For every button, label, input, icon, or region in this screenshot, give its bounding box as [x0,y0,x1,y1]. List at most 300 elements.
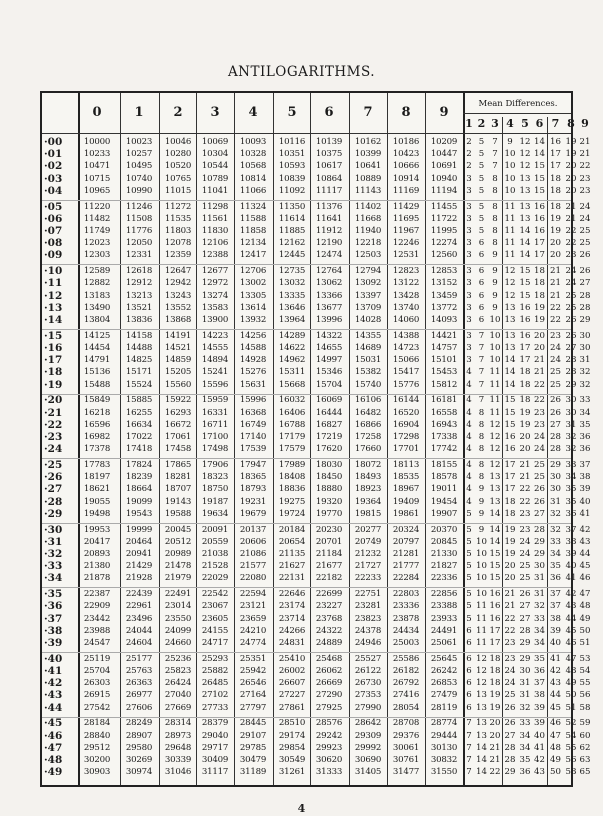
mean-difference-cell: 22 [565,238,577,249]
table-cell: 30339 [164,755,192,765]
table-cell: 11376 [315,201,343,212]
table-cell: 27733 [201,702,229,713]
column-header: 0 [92,105,102,120]
table-cell: 16982 [83,432,111,442]
mean-difference-cell: 20 [519,444,531,455]
mean-difference-cell: 16 [534,213,545,224]
table-cell: 11041 [201,185,229,196]
table-cell: 21627 [278,561,306,572]
table-cell: 13062 [315,278,343,289]
mean-difference-cell: 20 [519,432,531,442]
mean-difference-cell: 28 [550,444,561,455]
table-cell: 26002 [278,666,306,676]
mean-difference-cell: 36 [550,573,561,584]
mean-difference-cell: 28 [504,755,516,765]
table-cell: 10023 [125,137,153,147]
row-label: ·31 [44,535,63,548]
row-label: ·08 [44,237,63,250]
mean-difference-cell: 5 [478,173,485,184]
table-cell: 18967 [392,484,420,495]
mean-difference-cell: 5 [466,508,472,519]
mean-difference-cell: 21 [519,460,531,470]
table-cell: 13092 [354,278,382,289]
mean-difference-cell: 17 [534,238,545,249]
mean-difference-cell: 21 [565,213,577,224]
table-cell: 12134 [239,238,267,249]
mean-difference-cell: 13 [504,302,516,313]
mean-difference-cell: 4 [466,484,472,495]
table-cell: 15922 [164,395,192,406]
mean-difference-cell: 12 [504,278,516,289]
row-label: ·34 [44,572,63,585]
table-cell: 22029 [201,573,229,584]
mean-difference-cell: 5 [478,201,485,212]
mean-difference-cell: 13 [489,472,501,483]
mean-difference-cell: 18 [504,496,516,507]
table-cell: 10471 [83,161,111,172]
table-cell: 11614 [278,213,306,224]
mean-difference-cell: 5 [478,226,485,236]
table-cell: 29854 [278,742,306,753]
mean-difference-cell: 42 [579,524,591,535]
mean-difference-cell: 11 [504,238,516,249]
table-cell: 20606 [239,536,267,547]
mean-difference-cell: 50 [565,690,577,701]
mean-difference-cell: 2 [466,161,472,172]
mean-difference-cell: 35 [550,561,561,572]
mean-difference-cell: 14 [519,250,531,261]
mean-difference-cell: 11 [489,395,501,406]
mean-difference-cell: 13 [519,185,531,196]
table-cell: 30479 [239,755,267,765]
row-label: ·27 [44,483,63,496]
table-cell: 30690 [354,755,382,765]
table-cell: 13213 [125,290,153,301]
table-cell: 18578 [430,472,458,483]
mean-difference-cell: 31 [519,690,531,701]
md-column-header: 2 [477,117,486,130]
table-cell: 28708 [392,718,420,729]
table-cell: 16482 [354,407,382,418]
table-cell: 12677 [201,266,229,277]
table-cell: 12023 [83,238,111,249]
mean-difference-cell: 20 [565,173,577,184]
column-header: 5 [287,105,297,120]
table-cell: 16106 [354,395,382,406]
mean-difference-cell: 27 [519,601,531,612]
table-cell: 12882 [83,278,111,289]
header-rule [42,133,571,134]
table-cell: 27669 [164,702,192,713]
table-cell: 11641 [315,213,343,224]
table-cell: 10423 [392,149,420,160]
table-cell: 20230 [315,524,343,535]
mean-difference-cell: 44 [565,613,577,624]
mean-difference-cell: 19 [565,137,577,147]
table-cell: 13335 [278,290,306,301]
mean-difference-cell: 14 [489,524,501,535]
mean-difference-cell: 7 [492,149,498,160]
table-cell: 30409 [201,755,229,765]
row-label: ·36 [44,600,63,613]
mean-difference-cell: 20 [550,250,561,261]
table-cell: 14158 [125,330,153,341]
table-cell: 17989 [278,460,306,470]
table-cell: 20277 [354,524,382,535]
mean-difference-cell: 12 [519,161,531,172]
table-cell: 13397 [354,290,382,301]
mean-difference-cell: 4 [466,407,472,418]
row-label: ·33 [44,560,63,573]
mean-difference-cell: 5 [466,524,472,535]
table-cell: 22131 [278,573,306,584]
mean-difference-cell: 22 [550,302,561,313]
table-cell: 14388 [392,330,420,341]
table-cell: 29040 [201,730,229,741]
mean-difference-cell: 7 [466,767,472,778]
table-cell: 16558 [430,407,458,418]
table-cell: 22387 [83,589,111,600]
table-cell: 11169 [392,185,420,196]
table-cell: 27164 [239,690,267,701]
mean-difference-cell: 39 [534,718,545,729]
table-cell: 10789 [201,173,229,184]
mean-difference-cell: 13 [489,484,501,495]
mean-difference-cell: 65 [579,767,591,778]
mean-difference-cell: 8 [492,213,498,224]
mean-difference-cell: 11 [504,213,516,224]
table-cell: 23336 [392,601,420,612]
mean-difference-cell: 8 [478,419,485,430]
mean-difference-cell: 21 [550,290,561,301]
table-cell: 18621 [83,484,111,495]
mean-difference-cell: 24 [565,266,577,277]
mean-difference-cell: 8 [492,173,498,184]
table-cell: 14928 [239,355,267,366]
row-label: ·39 [44,637,63,649]
mean-difference-cell: 10 [476,573,487,584]
mean-difference-cell: 5 [466,549,472,559]
table-cell: 26792 [392,678,420,689]
table-cell: 12735 [278,266,306,277]
table-cell: 24547 [83,638,111,648]
table-cell: 23174 [278,601,306,612]
mean-difference-cell: 15 [489,549,501,559]
row-label: ·01 [44,148,63,161]
table-cell: 18155 [430,460,458,470]
mean-difference-cell: 14 [534,149,545,160]
table-cell: 28576 [315,718,343,729]
table-cell: 11695 [392,213,420,224]
table-cell: 10814 [239,173,267,184]
mean-difference-cell: 25 [550,379,561,390]
mean-difference-cell: 9 [492,250,498,261]
mean-difference-cell: 5 [466,601,472,612]
mean-difference-cell: 23 [534,419,545,430]
table-cell: 20512 [164,536,192,547]
mean-difference-cell: 12 [489,460,501,470]
mean-difference-cell: 9 [492,290,498,301]
table-cell: 14689 [354,343,382,353]
mean-difference-cell: 26 [579,250,591,261]
mean-difference-cell: 23 [579,185,591,196]
table-cell: 30061 [392,742,420,753]
table-cell: 27040 [164,690,192,701]
table-cell: 20045 [164,524,192,535]
row-label: ·25 [44,459,63,471]
mean-difference-cell: 38 [579,472,591,483]
mean-difference-cell: 9 [492,266,498,277]
mean-difference-cell: 51 [565,702,577,713]
mean-difference-cell: 24 [579,213,591,224]
mean-difference-cell: 22 [504,625,516,636]
table-cell: 12560 [430,250,458,261]
mean-difference-cell: 6 [466,678,472,689]
table-cell: 10889 [354,173,382,184]
mean-difference-cell: 42 [534,755,545,765]
table-cell: 15311 [278,367,306,378]
mean-difference-cell: 15 [534,185,545,196]
mean-difference-cell: 19 [534,302,545,313]
mean-difference-cell: 30 [550,484,561,495]
table-cell: 13583 [201,302,229,313]
table-cell: 23878 [392,613,420,624]
table-cell: 13614 [239,302,267,313]
table-cell: 31046 [164,767,192,778]
table-cell: 28379 [201,718,229,729]
table-cell: 13305 [239,290,267,301]
table-cell: 13709 [354,302,382,313]
table-cell: 15885 [125,395,153,406]
mean-difference-cell: 45 [565,625,577,636]
mean-difference-cell: 26 [565,315,577,325]
mean-difference-cell: 12 [519,137,531,147]
mean-difference-cell: 34 [519,730,531,741]
table-cell: 10209 [430,137,458,147]
mean-difference-cell: 38 [565,536,577,547]
table-cell: 22284 [392,573,420,584]
mean-difference-cell: 5 [478,149,485,160]
table-cell: 11912 [315,226,343,236]
mean-difference-cell: 10 [489,343,501,353]
mean-difference-cell: 7 [478,395,485,406]
table-cell: 24044 [125,625,153,636]
mean-difference-cell: 11 [504,201,516,212]
table-cell: 24266 [278,625,306,636]
mean-difference-cell: 33 [519,718,531,729]
row-label: ·38 [44,624,63,637]
row-label: ·47 [44,741,63,754]
table-cell: 25763 [125,666,153,676]
table-cell: 26242 [430,666,458,676]
mean-difference-cell: 36 [565,508,577,519]
mean-difference-cell: 13 [504,343,516,353]
mean-difference-cell: 24 [519,549,531,559]
mean-difference-cell: 21 [489,742,501,753]
mean-difference-cell: 38 [534,690,545,701]
table-cell: 19055 [83,496,111,507]
mean-difference-cell: 18 [519,367,531,378]
table-cell: 12647 [164,266,192,277]
mean-difference-cell: 49 [550,755,561,765]
mean-difference-cell: 31 [565,419,577,430]
table-cell: 26915 [83,690,111,701]
mean-difference-cell: 40 [565,561,577,572]
mean-difference-cell: 13 [519,213,531,224]
mean-difference-cell: 21 [579,149,591,160]
mean-difference-cell: 20 [550,238,561,249]
md-column-header: 1 [465,117,473,130]
table-cell: 14791 [83,355,111,366]
mean-difference-cell: 6 [478,238,485,249]
mean-difference-cell: 6 [466,666,472,676]
table-cell: 12531 [392,250,420,261]
table-cell: 26182 [392,666,420,676]
mean-difference-cell: 10 [476,536,487,547]
row-label: ·15 [44,329,63,342]
mean-difference-cell: 26 [550,395,561,406]
mean-difference-cell: 20 [504,573,516,584]
mean-difference-cell: 37 [550,601,561,612]
table-cell: 19770 [315,508,343,519]
table-cell: 16672 [164,419,192,430]
table-cell: 19999 [125,524,153,535]
md-header-rule [463,113,571,114]
table-cell: 23121 [239,601,267,612]
table-cell: 16634 [125,419,153,430]
mean-difference-cell: 17 [489,625,501,636]
mean-difference-cell: 25 [579,226,591,236]
mean-difference-cell: 8 [478,472,485,483]
mean-difference-cell: 47 [579,589,591,600]
table-cell: 12474 [315,250,343,261]
mean-difference-cell: 55 [565,742,577,753]
table-cell: 15241 [201,367,229,378]
row-label: ·49 [44,766,63,779]
table-cell: 17140 [239,432,267,442]
table-cell: 13002 [239,278,267,289]
mean-difference-cell: 10 [489,355,501,366]
mean-difference-cell: 12 [519,149,531,160]
table-cell: 10447 [430,149,458,160]
table-cell: 28907 [125,730,153,741]
table-cell: 29444 [430,730,458,741]
table-cell: 28840 [83,730,111,741]
table-cell: 22909 [83,601,111,612]
table-cell: 15631 [239,379,267,390]
mean-difference-cell: 30 [579,330,591,341]
table-cell: 12246 [392,238,420,249]
table-cell: 19143 [164,496,192,507]
mean-difference-cell: 11 [489,379,501,390]
table-cell: 20749 [354,536,382,547]
table-cell: 20989 [164,549,192,559]
mean-difference-cell: 17 [519,343,531,353]
table-cell: 18072 [354,460,382,470]
column-header: 8 [401,105,411,120]
table-cell: 21878 [83,573,111,584]
mean-difference-cell: 4 [466,367,472,378]
mean-difference-cell: 27 [534,508,545,519]
mean-difference-cell: 21 [565,201,577,212]
mean-difference-cell: 8 [492,226,498,236]
mean-difference-cell: 30 [550,472,561,483]
mean-difference-cell: 15 [489,573,501,584]
table-cell: 10666 [392,161,420,172]
mean-difference-cell: 6 [466,702,472,713]
table-cell: 13868 [164,315,192,325]
mean-difference-cell: 32 [579,379,591,390]
mean-difference-cell: 7 [478,379,485,390]
table-cell: 11749 [83,226,111,236]
mean-difference-cell: 15 [519,278,531,289]
column-header: 6 [324,105,334,120]
mean-difference-cell: 23 [565,250,577,261]
table-cell: 29174 [278,730,306,741]
table-cell: 11324 [239,201,267,212]
row-label: ·19 [44,378,63,391]
table-cell: 15031 [354,355,382,366]
table-cell: 15524 [125,379,153,390]
table-cell: 16032 [278,395,306,406]
mean-difference-cell: 4 [466,432,472,442]
table-cell: 22646 [278,589,306,600]
table-cell: 31261 [278,767,306,778]
table-cell: 26485 [201,678,229,689]
mean-difference-cell: 45 [550,702,561,713]
mean-difference-cell: 43 [534,767,545,778]
table-cell: 10520 [164,161,192,172]
mean-difference-cell: 22 [579,161,591,172]
mean-difference-cell: 56 [565,755,577,765]
table-cell: 21777 [392,561,420,572]
mean-difference-cell: 29 [550,460,561,470]
mean-difference-cell: 29 [519,653,531,664]
mean-difference-cell: 29 [534,549,545,559]
table-cell: 18450 [315,472,343,483]
table-cell: 29717 [201,742,229,753]
mean-difference-cell: 24 [519,536,531,547]
table-cell: 24378 [354,625,382,636]
table-cell: 14723 [392,343,420,353]
mean-difference-cell: 7 [478,355,485,366]
column-header: 3 [210,105,220,120]
table-cell: 10186 [392,137,420,147]
mean-difference-cell: 19 [489,702,501,713]
mean-difference-cell: 54 [565,730,577,741]
table-cell: 20797 [392,536,420,547]
table-cell: 18323 [201,472,229,483]
mean-difference-cell: 23 [550,330,561,341]
mean-difference-cell: 18 [489,678,501,689]
table-cell: 22182 [315,573,343,584]
mean-difference-cell: 37 [534,678,545,689]
table-cell: 17701 [392,444,420,455]
mean-difference-cell: 17 [504,472,516,483]
row-label: ·05 [44,200,63,213]
table-cell: 15276 [239,367,267,378]
mean-difference-cell: 49 [579,613,591,624]
row-label: ·45 [44,717,63,730]
table-cell: 18880 [315,484,343,495]
table-cell: 26062 [315,666,343,676]
table-cell: 14191 [164,330,192,341]
mean-difference-cell: 24 [534,432,545,442]
table-cell: 15849 [83,395,111,406]
table-cell: 21135 [278,549,306,559]
mean-difference-cell: 14 [534,137,545,147]
table-cell: 24774 [239,638,267,648]
